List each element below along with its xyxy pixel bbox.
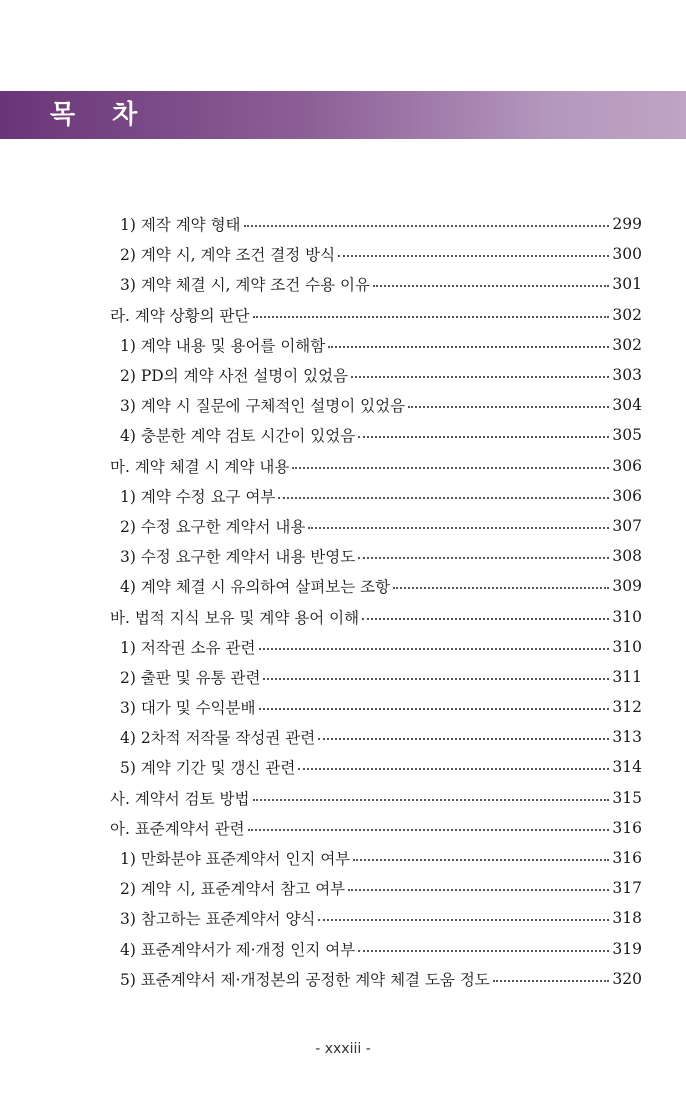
toc-entry-label: 3) 수정 요구한 계약서 내용 반영도 [120, 548, 356, 567]
toc-entry-page-number: 306 [612, 486, 642, 505]
toc-dot-leader [259, 708, 610, 710]
toc-entry-label: 4) 충분한 계약 검토 시간이 있었음 [120, 427, 356, 446]
toc-dot-leader [253, 799, 610, 801]
toc-entry-label: 2) 수정 요구한 계약서 내용 [120, 517, 306, 536]
toc-entry-label: 3) 참고하는 표준계약서 양식 [120, 910, 316, 929]
toc-dot-leader [348, 889, 609, 891]
toc-entry-page-number: 317 [612, 879, 642, 898]
toc-entry-page-number: 301 [612, 275, 642, 294]
page-title: 목 차 [50, 100, 152, 130]
toc-dot-leader [493, 980, 610, 982]
toc-entry-page-number: 309 [612, 577, 642, 596]
toc-entry-page-number: 310 [612, 607, 642, 626]
toc-entry[interactable] [110, 239, 642, 269]
toc-entry-label: 3) 대가 및 수익분배 [120, 699, 256, 718]
toc-entry-label: 3) 계약 체결 시, 계약 조건 수용 이유 [120, 276, 370, 295]
section-title-banner [0, 91, 686, 139]
toc-entry-page-number: 302 [612, 335, 642, 354]
toc-entry-label: 4) 2차적 저작물 작성권 관련 [120, 729, 316, 748]
toc-entry[interactable] [110, 722, 642, 752]
toc-dot-leader [351, 376, 609, 378]
toc-entry-label: 2) 계약 시, 계약 조건 결정 방식 [120, 246, 336, 265]
toc-dot-leader [328, 346, 609, 348]
toc-entry-label: 아. 표준계약서 관련 [110, 819, 245, 838]
toc-entry-label: 1) 계약 내용 및 용어를 이해함 [120, 336, 326, 355]
toc-entry-label: 2) 계약 시, 표준계약서 참고 여부 [120, 880, 346, 899]
toc-entry-page-number: 300 [612, 245, 642, 264]
toc-entry-page-number: 311 [612, 667, 642, 686]
toc-entry-page-number: 318 [612, 909, 642, 928]
toc-entry[interactable] [110, 390, 642, 420]
toc-dot-leader [408, 406, 609, 408]
toc-entry[interactable] [110, 752, 642, 782]
toc-entry-label: 5) 계약 기간 및 갱신 관련 [120, 759, 296, 778]
toc-entry[interactable] [110, 601, 642, 631]
toc-entry[interactable] [110, 209, 642, 239]
toc-dot-leader [362, 618, 609, 620]
toc-entry[interactable] [110, 813, 642, 843]
toc-dot-leader [298, 768, 609, 770]
toc-dot-leader [308, 527, 609, 529]
toc-entry[interactable] [110, 662, 642, 692]
toc-entry-page-number: 319 [612, 939, 642, 958]
toc-entry-page-number: 306 [612, 456, 642, 475]
toc-entry-page-number: 316 [612, 849, 642, 868]
toc-entry[interactable] [110, 481, 642, 511]
toc-entry[interactable] [110, 964, 642, 994]
toc-entry-page-number: 312 [612, 698, 642, 717]
toc-entry[interactable] [110, 300, 642, 330]
toc-entry-label: 1) 저작권 소유 관련 [120, 638, 256, 657]
toc-dot-leader [358, 950, 609, 952]
toc-entry-page-number: 314 [612, 758, 642, 777]
toc-entry-label: 4) 계약 체결 시 유의하여 살펴보는 조항 [120, 578, 391, 597]
toc-dot-leader [278, 497, 609, 499]
toc-entry-label: 라. 계약 상황의 판단 [110, 306, 250, 325]
toc-dot-leader [248, 829, 610, 831]
toc-dot-leader [358, 436, 609, 438]
toc-entry[interactable] [110, 873, 642, 903]
toc-dot-leader [292, 467, 609, 469]
toc-dot-leader [259, 648, 610, 650]
toc-dot-leader [244, 225, 610, 227]
toc-entry-page-number: 315 [612, 788, 642, 807]
toc-entry-page-number: 299 [612, 215, 642, 234]
toc-dot-leader [373, 285, 609, 287]
toc-entry[interactable] [110, 420, 642, 450]
toc-entry[interactable] [110, 843, 642, 873]
toc-entry-label: 1) 계약 수정 요구 여부 [120, 487, 276, 506]
toc-dot-leader [358, 557, 609, 559]
toc-entry-page-number: 303 [612, 366, 642, 385]
toc-entry[interactable] [110, 541, 642, 571]
page-number: - xxxiii - [315, 1041, 371, 1057]
toc-dot-leader [318, 919, 609, 921]
toc-entry[interactable] [110, 934, 642, 964]
toc-entry[interactable] [110, 269, 642, 299]
toc-entry-label: 2) 출판 및 유통 관련 [120, 668, 261, 687]
toc-entry[interactable] [110, 451, 642, 481]
toc-entry[interactable] [110, 692, 642, 722]
toc-entry[interactable] [110, 903, 642, 933]
toc-entry-page-number: 310 [612, 637, 642, 656]
toc-entry-page-number: 308 [612, 547, 642, 566]
toc-entry[interactable] [110, 330, 642, 360]
toc-entry-label: 5) 표준계약서 제·개정본의 공정한 계약 체결 도움 정도 [120, 970, 490, 989]
toc-entry-page-number: 307 [612, 516, 642, 535]
toc-entry[interactable] [110, 783, 642, 813]
toc-dot-leader [353, 859, 609, 861]
toc-entry-page-number: 320 [612, 969, 642, 988]
toc-entry[interactable] [110, 511, 642, 541]
toc-dot-leader [393, 587, 609, 589]
toc-entry-label: 2) PD의 계약 사전 설명이 있었음 [120, 367, 349, 386]
toc-entry-label: 마. 계약 체결 시 계약 내용 [110, 457, 290, 476]
toc-entry-label: 1) 제작 계약 형태 [120, 216, 241, 235]
toc-entry-label: 바. 법적 지식 보유 및 계약 용어 이해 [110, 608, 360, 627]
toc-entry-label: 4) 표준계약서가 제·개정 인지 여부 [120, 940, 356, 959]
toc-entry-page-number: 305 [612, 426, 642, 445]
toc-dot-leader [263, 678, 609, 680]
table-of-contents [110, 209, 642, 994]
toc-entry-label: 사. 계약서 검토 방법 [110, 789, 250, 808]
toc-dot-leader [318, 738, 609, 740]
toc-dot-leader [253, 316, 610, 318]
toc-entry-label: 1) 만화분야 표준계약서 인지 여부 [120, 850, 351, 869]
toc-entry-label: 3) 계약 시 질문에 구체적인 설명이 있었음 [120, 397, 406, 416]
toc-entry[interactable] [110, 360, 642, 390]
toc-dot-leader [338, 255, 609, 257]
toc-entry-page-number: 302 [612, 305, 642, 324]
toc-entry-page-number: 316 [612, 818, 642, 837]
toc-entry[interactable] [110, 571, 642, 601]
toc-entry-page-number: 304 [612, 396, 642, 415]
toc-entry[interactable] [110, 632, 642, 662]
toc-entry-page-number: 313 [612, 728, 642, 747]
